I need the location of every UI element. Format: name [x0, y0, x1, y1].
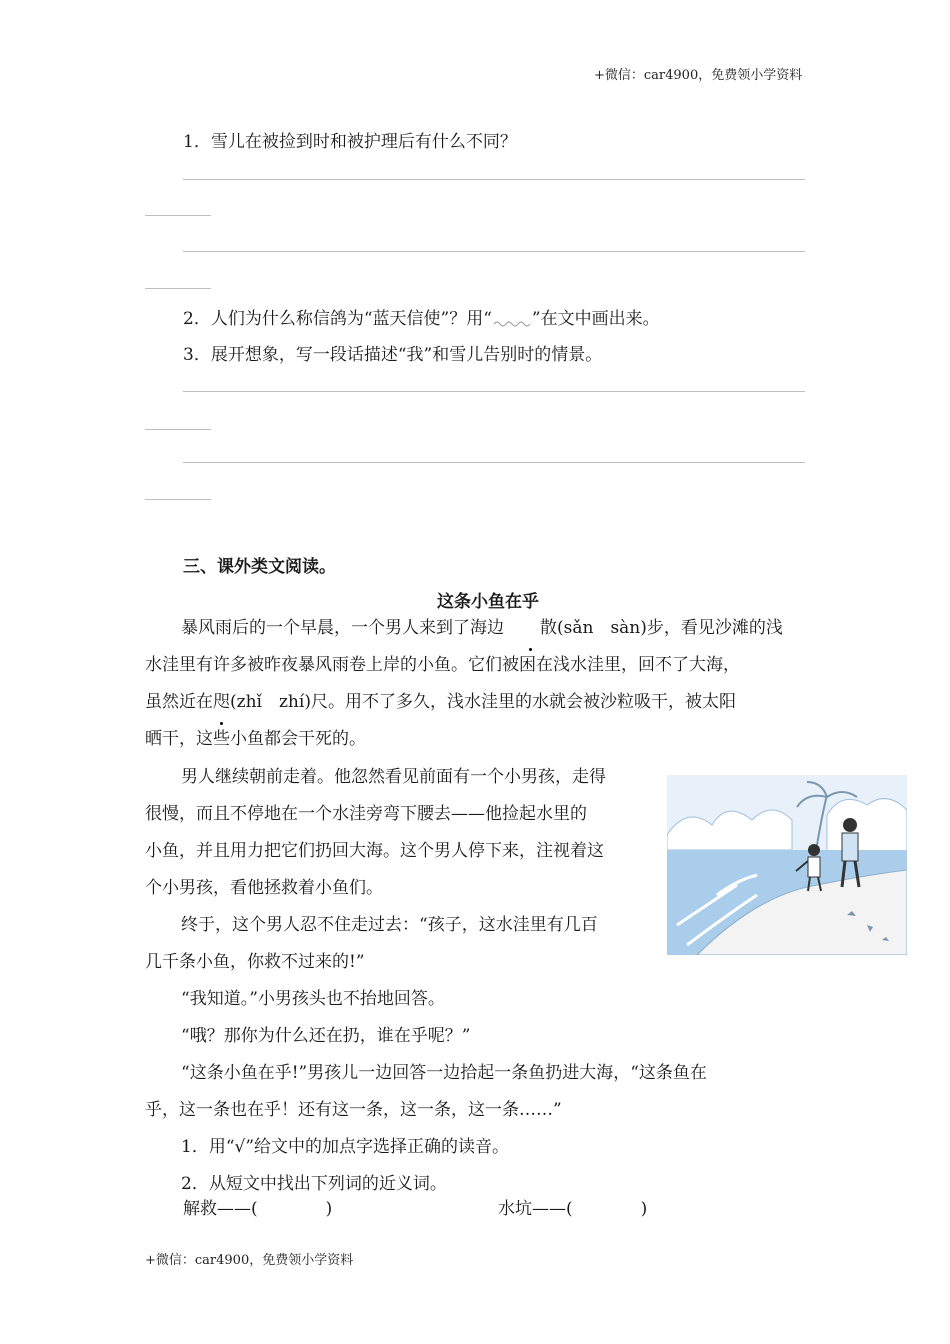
exercise-2: 2．从短文中找出下列词的近义词。: [181, 1174, 447, 1194]
paragraph-1-line-4: 晒干，这些小鱼都会干死的。: [145, 729, 366, 749]
answer-line[interactable]: [183, 391, 805, 392]
answer-line-tail[interactable]: [145, 288, 211, 289]
paragraph-1: [145, 610, 805, 758]
answer-line-tail[interactable]: [145, 499, 211, 500]
paragraph-5: “哦？那你为什么还在扔，谁在乎呢？”: [181, 1026, 471, 1046]
text-span: 暴风雨后的一个早晨，一个男人来到了海边: [181, 618, 504, 638]
paragraph-3-line-2: 几千条小鱼，你救不过来的!”: [145, 952, 365, 972]
wavy-underline-icon: [492, 313, 532, 327]
paragraph-2-line-4: 个小男孩，看他拯救着小鱼们。: [145, 878, 383, 898]
paragraph-6-line-2: 乎，这一条也在乎！还有这一条，这一条，这一条……”: [145, 1100, 562, 1120]
footer-watermark: +微信：car4900，免费领小学资料: [145, 1253, 354, 1268]
paragraph-2-line-2: 很慢，而且不停地在一个水洼旁弯下腰去——他捡起水里的: [145, 804, 587, 824]
paragraph-6-line-1: “这条小鱼在乎!”男孩儿一边回答一边拾起一条鱼扔进大海，“这条鱼在: [181, 1063, 707, 1083]
synonym-blank-1[interactable]: 解救——( ): [183, 1199, 333, 1219]
paragraph-2-line-1: 男人继续朝前走着。他忽然看见前面有一个小男孩，走得: [181, 767, 606, 787]
answer-line[interactable]: [183, 179, 805, 180]
paragraph-2: [145, 759, 655, 981]
boy-head: [808, 844, 820, 856]
question-1: 1．雪儿在被捡到时和被护理后有什么不同？: [183, 132, 517, 152]
man-head: [843, 818, 857, 832]
paragraph-4-6: [145, 981, 805, 1203]
section-heading: 三、课外类文阅读。: [183, 557, 336, 577]
paragraph-1-line-3: [145, 684, 805, 721]
paragraph-3-line-1: 终于，这个男人忍不住走过去：“孩子，这水洼里有几百: [181, 915, 598, 935]
question-3: 3．展开想象，写一段话描述“我”和雪儿告别时的情景。: [183, 345, 603, 365]
cloud-icon: [827, 799, 907, 855]
paragraph-4: “我知道。”小男孩头也不抬地回答。: [181, 989, 445, 1009]
passage-title: 这条小鱼在乎: [437, 592, 539, 612]
answer-line-tail[interactable]: [145, 429, 211, 430]
paragraph-1-line-1: [145, 610, 805, 647]
header-watermark: +微信：car4900，免费领小学资料: [594, 68, 803, 83]
synonym-blank-2[interactable]: 水坑——( ): [498, 1199, 648, 1219]
man-body: [842, 833, 858, 861]
answer-line[interactable]: [183, 462, 805, 463]
answer-line-tail[interactable]: [145, 215, 211, 216]
beach-boy-illustration: [667, 775, 907, 955]
paragraph-2-line-3: 小鱼，并且用力把它们扔回大海。这个男人停下来，注视着这: [145, 841, 604, 861]
paragraph-1-line-2: 水洼里有许多被昨夜暴风雨卷上岸的小鱼。它们被困在浅水洼里，回不了大海，: [145, 655, 740, 675]
text-span: 虽然近在: [145, 692, 213, 712]
question-2-text-b: ”在文中画出来。: [531, 309, 660, 329]
text-span: (sǎn sàn)步，看见沙滩的浅: [557, 618, 783, 638]
dotted-char: 散: [504, 610, 557, 647]
question-2-text-a: 2．人们为什么称信鸽为“蓝天信使”？用“: [183, 309, 492, 329]
dotted-char: 咫: [213, 684, 230, 721]
text-span: (zhǐ zhí)尺。用不了多久，浅水洼里的水就会被沙粒吸干，被太阳: [230, 692, 736, 712]
answer-line[interactable]: [183, 251, 805, 252]
boy-body: [808, 857, 820, 877]
exercise-1: 1．用“√”给文中的加点字选择正确的读音。: [181, 1137, 510, 1157]
question-2: [183, 304, 660, 329]
